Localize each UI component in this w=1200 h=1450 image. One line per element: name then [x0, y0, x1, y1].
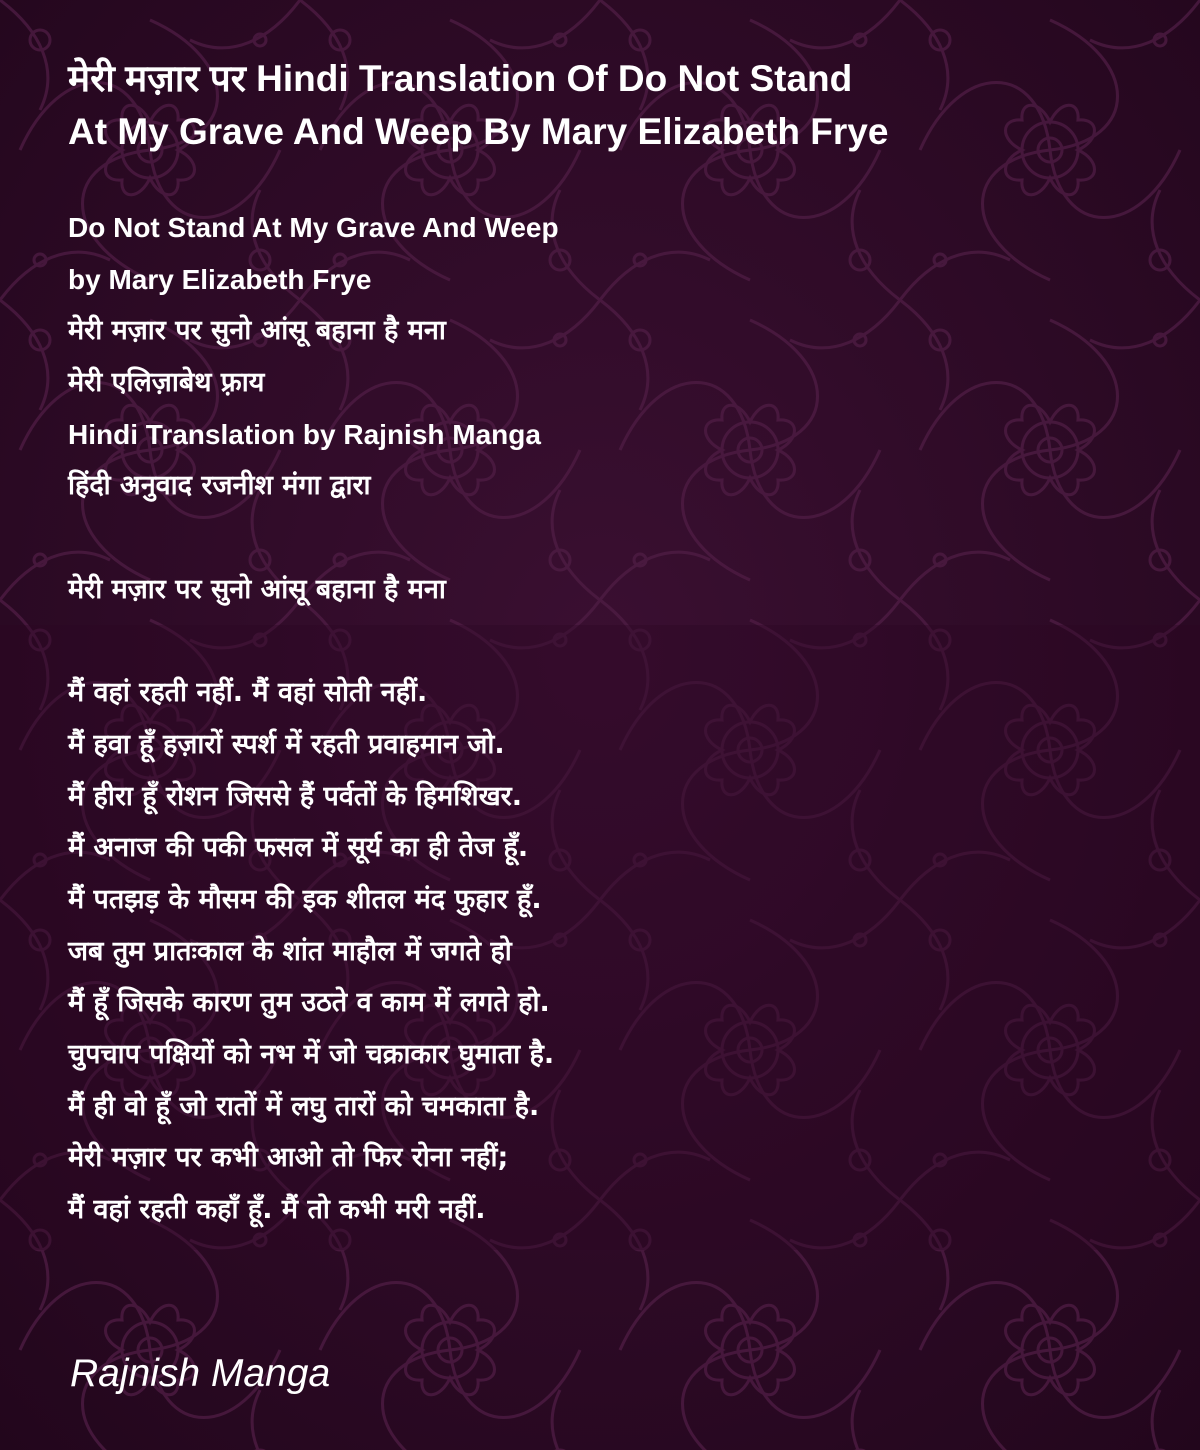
- poem-line: मेरी एलिज़ाबेथ फ़्राय: [68, 367, 265, 399]
- poem-line: मैं हूँ जिसके कारण तुम उठते व काम में लगते हो.: [68, 987, 550, 1019]
- title-line-1: मेरी मज़ार पर Hindi Translation Of Do Not Stand: [68, 58, 853, 99]
- poem-line: मैं ही वो हूँ जो रातों में लघु तारों को चमकाता है.: [68, 1090, 540, 1122]
- poem-line: जब तुम प्रातःकाल के शांत माहौल में जगते हो: [68, 935, 512, 967]
- poem-line: मैं वहां रहती कहाँ हूँ. मैं तो कभी मरी नहीं.: [68, 1194, 486, 1226]
- title-line-2: At My Grave And Weep By Mary Elizabeth Frye: [68, 111, 889, 152]
- poem-line: मैं अनाज की पकी फसल में सूर्य का ही तेज हूँ.: [68, 832, 529, 864]
- poem-line: मैं हीरा हूँ रोशन जिससे हैं पर्वतों के हिमशिखर.: [68, 780, 522, 812]
- poem-blank-line: [68, 512, 1128, 564]
- poem-line: मेरी मज़ार पर सुनो आंसू बहाना है मना: [68, 573, 446, 605]
- page-title: [68, 52, 1148, 158]
- poem-text: [68, 202, 1128, 1236]
- poem-blank-line: [68, 616, 1128, 668]
- poem-line: चुपचाप पक्षियों को नभ में जो चक्राकार घुमाता है.: [68, 1039, 555, 1070]
- poem-line: मेरी मज़ार पर सुनो आंसू बहाना है मना: [68, 315, 446, 347]
- poem-line: Do Not Stand At My Grave And Weep: [68, 212, 559, 243]
- poem-line: मैं वहां रहती नहीं. मैं वहां सोती नहीं.: [68, 677, 428, 709]
- poem-line: मैं हवा हूँ हज़ारों स्पर्श में रहती प्रवाहमान जो.: [68, 728, 505, 760]
- poem-line: हिंदी अनुवाद रजनीश मंगा द्वारा: [68, 470, 371, 502]
- author-name: Rajnish Manga: [70, 1352, 331, 1395]
- poem-line: by Mary Elizabeth Frye: [68, 263, 372, 295]
- poem-line: मेरी मज़ार पर कभी आओ तो फिर रोना नहीं;: [68, 1142, 509, 1174]
- poem-line: मैं पतझड़ के मौसम की इक शीतल मंद फुहार हूँ.: [68, 883, 542, 915]
- poem-line: Hindi Translation by Rajnish Manga: [68, 418, 541, 450]
